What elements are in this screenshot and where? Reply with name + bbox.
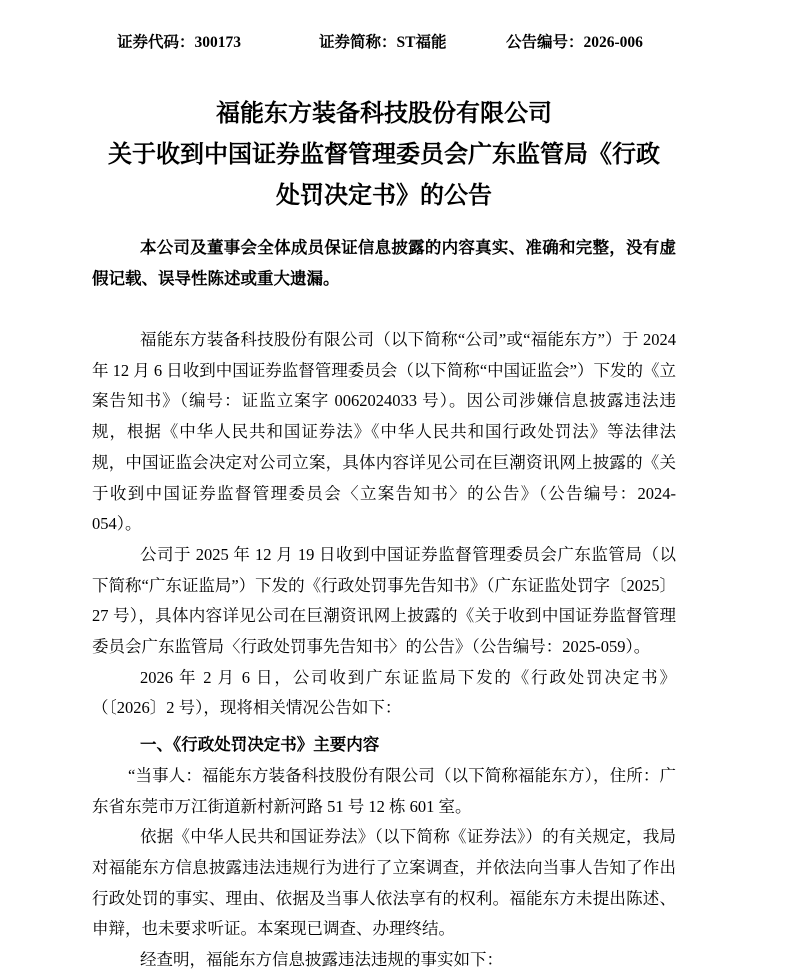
document-title-line-3: 处罚决定书》的公告 — [276, 183, 492, 209]
paragraph-intro-2: 公司于 2025 年 12 月 19 日收到中国证券监督管理委员会广东监管局（以下简称“广东证监局”）下发的《行政处罚事先告知书》（广东证监处罚字〔2025〕27 号），具体内容详见公司在巨潮资讯网上披露的《关于收到中国证券监督管理委员会广东监管局〈行政处罚事先告知书〉的公告》（公告编号：2025-059）。 — [92, 544, 676, 657]
board-statement: 本公司及董事会全体成员保证信息披露的内容真实、准确和完整，没有虚假记载、误导性陈述或重大遗漏。 — [92, 238, 676, 288]
paragraph-party-info: “当事人：福能东方装备科技股份有限公司（以下简称福能东方），住所：广东省东莞市万江街道新村新河路 51 号 12 栋 601 室。 — [92, 765, 676, 816]
section-heading-1: 一、《行政处罚决定书》主要内容 — [140, 735, 380, 755]
announcement-header-row — [92, 30, 676, 50]
paragraph-intro-3: 2026 年 2 月 6 日，公司收到广东证监局下发的《行政处罚决定书》（〔2026〕2 号），现将相关情况公告如下： — [92, 667, 676, 718]
paragraph-findings-lead: 经查明，福能东方信息披露违法违规的事实如下： — [140, 950, 503, 970]
stock-code-label: 证券代码：300173 — [117, 34, 242, 51]
document-body — [92, 325, 676, 976]
paragraph-investigation: 依据《中华人民共和国证券法》（以下简称《证券法》）的有关规定，我局对福能东方信息披露违法违规行为进行了立案调查，并依法向当事人告知了作出行政处罚的事实、理由、依据及当事人依法享有的权利。福能东方未提出陈述、申辩，也未要求听证。本案现已调查、办理终结。 — [92, 827, 676, 939]
stock-abbr-label: 证券简称：ST福能 — [319, 34, 447, 51]
document-title-line-1: 福能东方装备科技股份有限公司 — [216, 101, 552, 127]
announcement-number-label: 公告编号：2026-006 — [506, 34, 643, 51]
paragraph-intro-1: 福能东方装备科技股份有限公司（以下简称“公司”或“福能东方”）于 2024 年 12 月 6 日收到中国证券监督管理委员会（以下简称“中国证监会”）下发的《立案告知书》（编号：证监立案字 0062024033 号）。因公司涉嫌信息披露违法违规，根据《中华人民共和国证券法》《中华人民共和国行政处罚法》等法律法规，中国证监会决定对公司立案，具体内容详见公司在巨潮资讯网上披露的《关于收到中国证券监督管理委员会〈立案告知书〉的公告》（公告编号：2024-054）。 — [92, 330, 676, 534]
document-title-line-2: 关于收到中国证券监督管理委员会广东监管局《行政 — [108, 142, 660, 168]
document-title — [92, 94, 676, 217]
